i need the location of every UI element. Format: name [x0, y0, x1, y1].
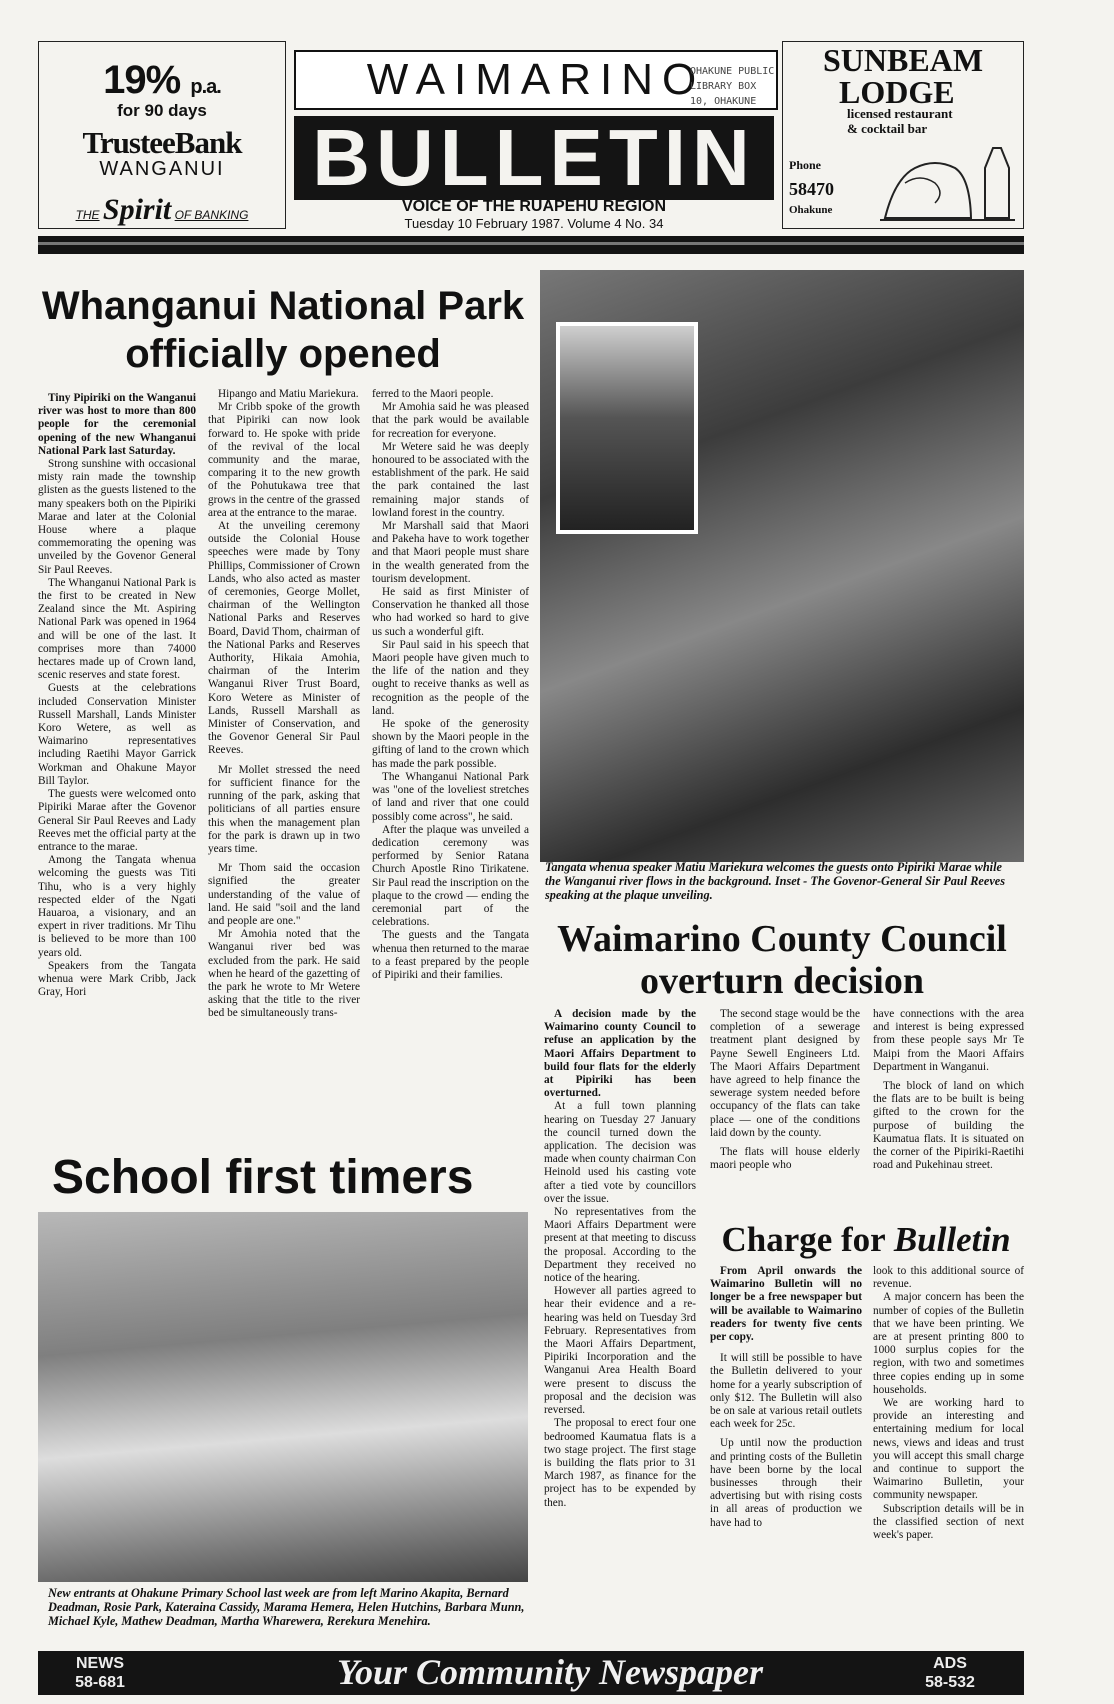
- paragraph: The second stage would be the completion of a sewerage treatment plant designed by Payne Sewell Engineers Ltd. The Maori Affairs Department have agreed to help finance the sewerage system needed before occupancy of the flats can take place — one of the conditions laid down by the county.: [710, 1008, 860, 1139]
- paragraph: No representatives from the Maori Affairs Department were present at that meeting to discuss the proposal. According to the Department they received no notice of the hearing.: [544, 1206, 696, 1285]
- ad-slogan: THE Spirit OF BANKING: [75, 193, 249, 226]
- council-headline: Waimarino County Council overturn decision: [557, 918, 1007, 1002]
- paragraph: Guests at the celebrations included Conservation Minister Russell Marshall, Lands Minister Koro Wetere, as well as Waimarino representatives including Raetihi Mayor Garrick Workman and Ohakune Mayor Bill Taylor.: [38, 682, 196, 787]
- paragraph: He spoke of the generosity shown by the Maori people in the gifting of land to the crown which has made the park possible.: [372, 718, 529, 770]
- paragraph: Tiny Pipiriki on the Wanganui river was host to more than 800 people for the ceremonial opening of the new Whanganui National Park last Saturday.: [38, 392, 196, 457]
- ad-bank-name: TrusteeBank: [82, 125, 242, 160]
- paragraph: It will still be possible to have the Bulletin delivered to your home for a yearly subscription of only $12. The Bulletin will also be on sale at various retail outlets each week for 25c.: [710, 1352, 862, 1431]
- footer-slogan: Your Community Newspaper: [336, 1652, 764, 1692]
- sb-line2: & cocktail bar: [847, 121, 928, 136]
- paragraph: A major concern has been the number of copies of the Bulletin that we have been printing. We are at present printing 800 to 1000 surplus copies for the region, with two and sometimes three copies ending up in some households.: [873, 1291, 1024, 1396]
- council-column-2: [710, 1008, 860, 1172]
- paragraph: However all parties agreed to hear their evidence and a re-hearing was held on Tuesday 3rd February. Representatives from the Maori Affairs Department, Pipiriki Incorporation and the Wanganui Area Health Board were present to discuss the proposal and the decision was reversed.: [544, 1285, 696, 1417]
- paragraph: Speakers from the Tangata whenua were Mark Cribb, Jack Gray, Hori: [38, 959, 196, 999]
- paragraph: Mr Amohia noted that the Wanganui river bed was excluded from the park. He said when he heard of the gazetting of the park he wrote to Mr Wetere asking that the title to the river bed be simultaneously trans-: [208, 928, 360, 1020]
- ads-label: ADS: [933, 1655, 967, 1672]
- paragraph: The Whanganui National Park was "one of the loveliest stretches of land and river that one could possibly come across", he said.: [372, 770, 529, 823]
- paragraph: Mr Mollet stressed the need for sufficient finance for the running of the park, asking that politicians of all parties ensure this when the management plan for the park is drawn up in two years time.: [208, 763, 360, 855]
- paragraph: From April onwards the Waimarino Bulletin will no longer be a free newspaper but will be available to Waimarino readers for twenty five cents per copy.: [710, 1265, 862, 1344]
- ad-rate: 19% p.a.: [103, 58, 221, 102]
- trustee-bank-ad: [38, 41, 286, 229]
- paragraph: Mr Amohia said he was pleased that the park would be available for recreation for everyone.: [372, 401, 529, 440]
- paragraph: At the unveiling ceremony outside the Colonial House speeches were made by Tony Phillips, Commissioner of Crown Lands, who also acted as master of ceremonies, George Mollet, chairman of the Wellington National Parks and Reserves Board, David Thom, chairman of the National Parks and Reserves Authority, Hikaia Amohia, chairman of the Interim Wanganui River Trust Board, Koro Wetere as Minister of Lands, Russell Marshall as Minister of Conservation, and the Govenor General Sir Paul Reeves.: [208, 520, 360, 757]
- paragraph: Mr Cribb spoke of the growth that Pipiriki can now look forward to. He spoke with pride of the revival of the local community and the marae, comparing it to the new growth of the Pohutukawa tree that grows in the centre of the grassed area at the entrance to the marae.: [208, 401, 360, 519]
- school-headline: School first timers: [52, 1151, 474, 1204]
- paragraph: Sir Paul said in his speech that Maori people have given much to the life of the nation and they ought to receive thanks as well as recognition as the people of the land.: [372, 638, 529, 717]
- sb-phone: 58470: [789, 179, 834, 199]
- paragraph: ferred to the Maori people.: [372, 388, 494, 400]
- paragraph: Up until now the production and printing costs of the Bulletin have been borne by the local businesses through their advertising but with rising costs in all areas of production we have had to: [710, 1437, 862, 1529]
- paragraph: We are working hard to provide an interesting and entertaining medium for local news, views and ideas and trust you will accept this small charge and continue to support the Waimarino Bulletin, your community newspaper.: [873, 1397, 1024, 1502]
- bottle-illustration-icon: [875, 138, 1017, 224]
- ad-term: for 90 days: [117, 101, 207, 120]
- paragraph: Strong sunshine with occasional misty rain made the township glisten as the guests listened to the many speakers both on the Pipiriki Marae and later at the Colonial House where a plaque commemorating the opening was unveiled by the Govenor General Sir Paul Reeves.: [38, 458, 196, 576]
- council-column-1: [544, 1008, 696, 1510]
- masthead-bulletin: BULLETIN: [294, 116, 774, 200]
- paragraph: A decision made by the Waimarino county Council to refuse an application by the Maori Affairs Department to build four flats for the elderly at Pipiriki has been overturned.: [544, 1008, 696, 1100]
- paragraph: The flats will house elderly maori people who: [710, 1146, 860, 1172]
- sb-line1: licensed restaurant: [847, 106, 953, 121]
- paragraph: Mr Thom said the occasion signified the greater understanding of the value of land. He said "soil and the land and people are one.": [208, 862, 360, 927]
- paragraph: The Whanganui National Park is the first to be created in New Zealand since the Mt. Aspiring National Park was opened in 1964 and will be one of the last. It comprises more than 74000 hectares made up of Crown land, scenic reserves and state forest.: [38, 576, 196, 682]
- lead-headline: Whanganui National Park officially opened: [41, 284, 525, 376]
- council-column-3: [873, 1008, 1024, 1172]
- sb-name2: LODGE: [839, 74, 955, 110]
- school-photo: [38, 1212, 528, 1582]
- footer-ads: [900, 1654, 1000, 1692]
- sunbeam-lodge-ad: [782, 41, 1024, 229]
- paragraph: The guests and the Tangata whenua then returned to the marae to a feast prepared by the people of Pipiriki and their families.: [372, 929, 529, 981]
- ads-phone: 58-532: [925, 1674, 975, 1691]
- news-label: NEWS: [76, 1655, 124, 1672]
- lead-column-2: [208, 388, 360, 1021]
- charge-column-1: [710, 1265, 862, 1530]
- library-stamp: OHAKUNE PUBLIC LIBRARY BOX 10, OHAKUNE: [690, 66, 775, 107]
- inset-photo: [556, 322, 698, 534]
- footer-news: [50, 1654, 150, 1692]
- school-photo-caption: New entrants at Ohakune Primary School last week are from left Marino Akapita, Bernard Deadman, Rosie Park, Kateraina Cassidy, Marama Hemera, Helen Hutchins, Barbara Munn, Michael Kyle, Mathew Deadman, Martha Wharewera, Rerekura Menehira.: [48, 1586, 525, 1628]
- masthead-rule: [38, 236, 1024, 254]
- paragraph: The block of land on which the flats are to be built is being gifted to the crown for the purpose of building the Kaumatua flats. It is situated on the corner of the Pipiriki-Raetihi road and Pukehinau street.: [873, 1080, 1024, 1172]
- ad-bank-town: WANGANUI: [99, 158, 225, 180]
- sb-phone-label: Phone: [789, 158, 822, 172]
- sb-town: Ohakune: [789, 204, 833, 216]
- paragraph: Mr Wetere said he was deeply honoured to be associated with the establishment of the park. He said the park contained the last remaining major stands of lowland forest in the country.: [372, 440, 529, 519]
- paragraph: He said as first Minister of Conservation he thanked all those who had worked so hard to give us such a wonderful gift.: [372, 586, 529, 638]
- paragraph: At a full town planning hearing on Tuesday 27 January the council turned down the application. The decision was made when county chairman Con Heinold used his casting vote after a tied vote by councillors over the issue.: [544, 1100, 696, 1205]
- sb-name1: SUNBEAM: [823, 42, 984, 78]
- masthead-dateline: Tuesday 10 February 1987. Volume 4 No. 34: [404, 216, 664, 231]
- paragraph: Subscription details will be in the classified section of next week's paper.: [873, 1502, 1024, 1542]
- paragraph: The guests were welcomed onto Pipiriki Marae after the Govenor General Sir Paul Reeves and Lady Reeves met the official party at the entrance to the marae.: [38, 788, 196, 853]
- lead-column-3: [372, 388, 529, 982]
- charge-headline: Charge for Bulletin: [721, 1220, 1011, 1259]
- charge-column-2: [873, 1265, 1024, 1542]
- paragraph: The proposal to erect four one bedroomed Kaumatua flats is a two stage project. The first stage is building the flats prior to 31 March 1987, as finance for the project has to be expended by then.: [544, 1417, 696, 1509]
- paragraph: have connections with the area and interest is being expressed from these people says Mr Te Maipi from the Maori Affairs Department in Wanganui.: [873, 1008, 1024, 1073]
- paragraph: Mr Marshall said that Maori and Pakeha have to work together and that Maori people must share in the wealth generated from the tourism development.: [372, 520, 529, 585]
- lead-column-1: [38, 392, 196, 999]
- masthead-title: WAIMARINO: [294, 50, 778, 110]
- news-phone: 58-681: [75, 1674, 125, 1691]
- paragraph: look to this additional source of revenue.: [873, 1265, 1024, 1291]
- ceremony-photo-caption: Tangata whenua speaker Matiu Mariekura welcomes the guests onto Pipiriki Marae while the Wanganui river flows in the background. Inset - The Govenor-General Sir Paul Reeves speaking at the plaque unveiling.: [545, 860, 1006, 902]
- paragraph: Hipango and Matiu Mariekura.: [218, 388, 359, 400]
- paragraph: After the plaque was unveiled a dedication ceremony was performed by Senior Ratana Church Apostle Rino Tirikatene. Sir Paul read the inscription on the plaque to the crowd — ending the ceremonial part of the celebrations.: [372, 823, 529, 929]
- masthead-tagline: VOICE OF THE RUAPEHU REGION: [401, 198, 667, 215]
- paragraph: Among the Tangata whenua welcoming the guests was Titi Tihu, who is a very highly respected elder of the Ngati Hauaroa, a visionary, and an expert in river traditions. Mr Tihu is believed to be more than 100 years old.: [38, 854, 196, 959]
